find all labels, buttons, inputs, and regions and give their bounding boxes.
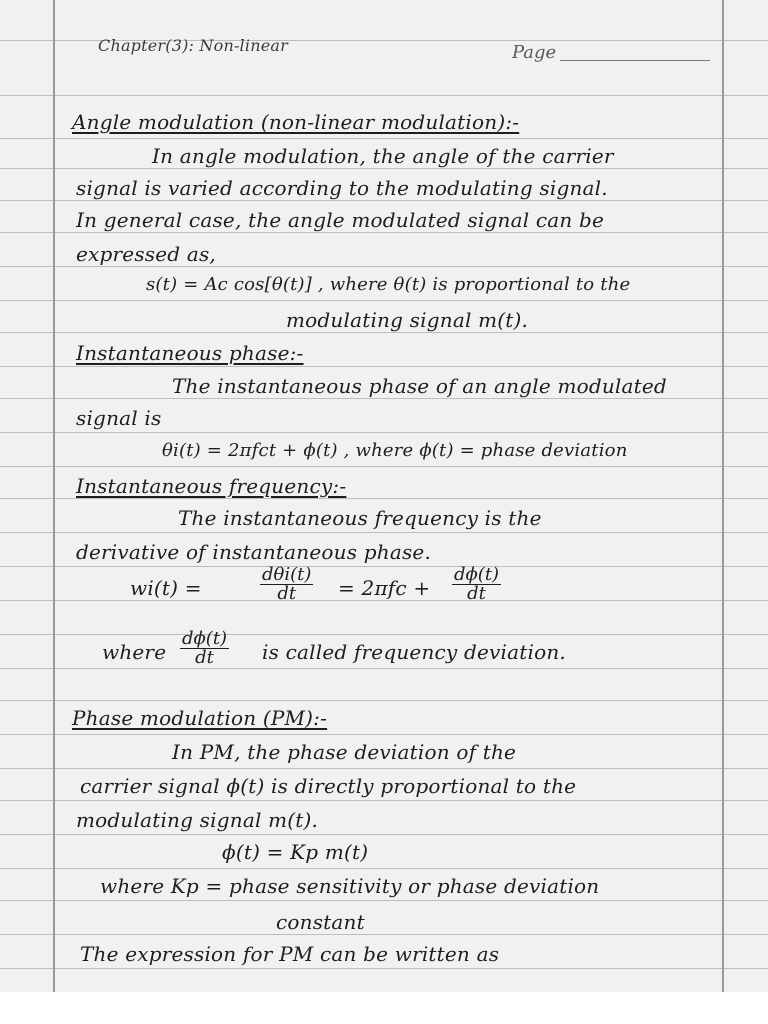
right-margin-line <box>722 0 724 1024</box>
subheading-instantaneous-frequency: Instantaneous frequency:- <box>76 474 347 498</box>
page-label: Page <box>512 42 557 63</box>
text-line: The instantaneous phase of an angle modulated <box>172 374 667 398</box>
page-number-blank <box>560 60 710 61</box>
ruled-line <box>0 266 768 267</box>
ruled-line <box>0 300 768 301</box>
ruled-line <box>0 868 768 869</box>
text-line: In general case, the angle modulated signal can be <box>76 208 605 232</box>
ruled-line <box>0 332 768 333</box>
text-line: signal is varied according to the modulating signal. <box>76 176 608 200</box>
text-line: carrier signal ϕ(t) is directly proportional to the <box>80 774 577 798</box>
fraction-denominator: dt <box>195 647 214 668</box>
ruled-line <box>0 432 768 433</box>
equation-phase: θi(t) = 2πfct + ϕ(t) , where ϕ(t) = phase deviation <box>162 440 628 461</box>
ruled-line <box>0 600 768 601</box>
left-margin-line <box>53 0 55 1024</box>
subheading-instantaneous-phase: Instantaneous phase:- <box>76 341 304 365</box>
text-line: signal is <box>76 406 162 430</box>
ruled-line <box>0 700 768 701</box>
where-label: where <box>102 640 167 664</box>
text-line: where Kp = phase sensitivity or phase deviation <box>100 874 600 898</box>
ruled-line <box>0 800 768 801</box>
fraction-numerator: dϕ(t) <box>454 564 500 585</box>
ruled-line <box>0 232 768 233</box>
fraction-dphi-dt <box>452 566 501 603</box>
ruled-line <box>0 834 768 835</box>
ruled-line <box>0 900 768 901</box>
text-line: expressed as, <box>76 242 216 266</box>
ruled-line <box>0 768 768 769</box>
section-title: Angle modulation (non-linear modulation):- <box>72 110 520 134</box>
equation-signal: s(t) = Ac cos[θ(t)] , where θ(t) is proportional to the <box>146 274 631 295</box>
chapter-heading: Chapter(3): Non-linear <box>98 36 288 55</box>
page-bottom-edge <box>0 992 768 1024</box>
text-line: modulating signal m(t). <box>286 308 529 332</box>
ruled-line <box>0 200 768 201</box>
ruled-line <box>0 398 768 399</box>
equation-frequency-mid: = 2πfc + <box>338 576 431 600</box>
text-line: The instantaneous frequency is the <box>178 506 542 530</box>
fraction-denominator: dt <box>277 583 297 604</box>
fraction-numerator: dϕ(t) <box>182 628 228 649</box>
ruled-line <box>0 668 768 669</box>
text-line: derivative of instantaneous phase. <box>76 540 432 564</box>
subheading-phase-modulation: Phase modulation (PM):- <box>72 706 328 730</box>
ruled-line <box>0 498 768 499</box>
fraction-numerator: dθi(t) <box>262 564 312 585</box>
ruled-line <box>0 566 768 567</box>
text-line: In angle modulation, the angle of the carrier <box>152 144 614 168</box>
ruled-line <box>0 634 768 635</box>
text-line: is called frequency deviation. <box>262 640 566 664</box>
ruled-line <box>0 968 768 969</box>
fraction-denominator: dt <box>467 583 486 604</box>
ruled-line <box>0 168 768 169</box>
text-line: modulating signal m(t). <box>76 808 319 832</box>
text-line: In PM, the phase deviation of the <box>172 740 517 764</box>
ruled-line <box>0 466 768 467</box>
equation-frequency-lhs: wi(t) = <box>130 576 202 600</box>
ruled-line <box>0 366 768 367</box>
fraction-dphi-dt <box>180 630 229 667</box>
ruled-line <box>0 532 768 533</box>
ruled-line <box>0 934 768 935</box>
ruled-line <box>0 95 768 96</box>
ruled-line <box>0 138 768 139</box>
equation-pm: ϕ(t) = Kp m(t) <box>222 840 369 864</box>
ruled-line <box>0 734 768 735</box>
fraction-dtheta-dt <box>260 566 313 603</box>
text-line: constant <box>276 910 365 934</box>
text-line: The expression for PM can be written as <box>80 942 500 966</box>
